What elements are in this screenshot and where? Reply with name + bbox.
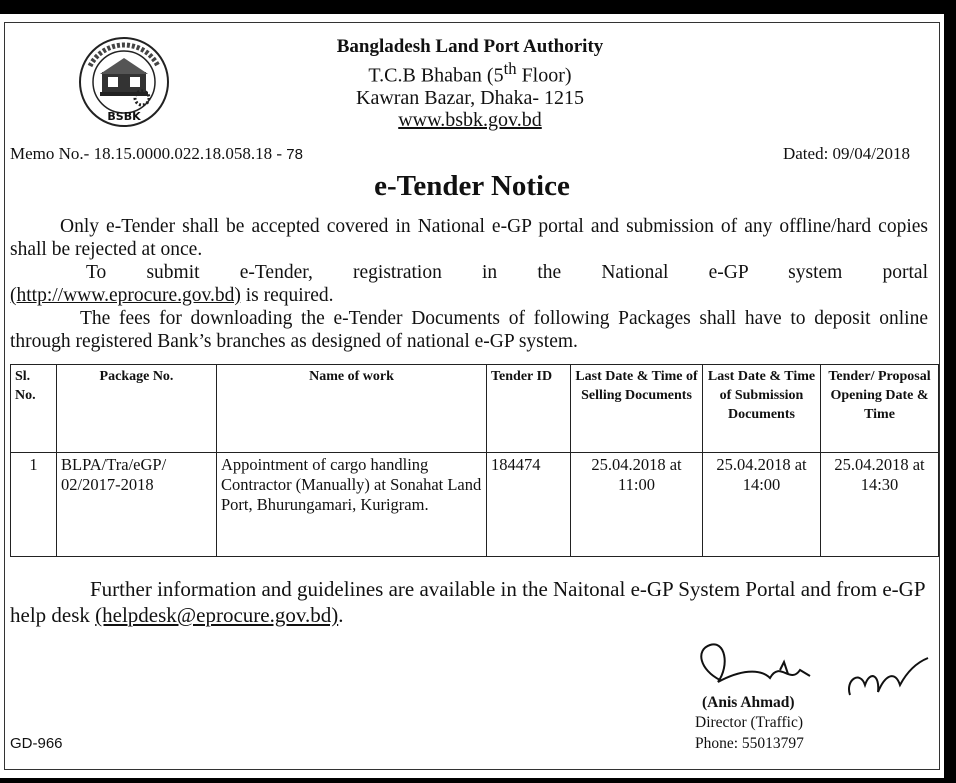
further-info: Further information and guidelines are available in the Naitonal e-GP System Portal and from e-GP help desk (helpdesk@eprocure.gov.bd).	[10, 577, 925, 627]
top-border	[0, 0, 956, 14]
svg-text:BSBK: BSBK	[107, 110, 141, 123]
address-line-1: T.C.B Bhaban (5th Floor)	[368, 59, 572, 87]
helpdesk-email-link[interactable]: (helpdesk@eprocure.gov.bd)	[95, 603, 339, 627]
signatory-phone: Phone: 55013797	[695, 735, 804, 752]
footer-code: GD-966	[10, 735, 63, 752]
notice-title: e-Tender Notice	[374, 170, 570, 202]
cell-work: Appointment of cargo handling Contractor (Manually) at Sonahat Land Port, Bhurungamari, Kurigram.	[217, 453, 487, 557]
eprocure-link[interactable]: (http://www.eprocure.gov.bd)	[10, 285, 241, 306]
paragraph-2: To submit e-Tender, registration in the National e-GP system portal	[86, 262, 928, 283]
col-opening-date: Tender/ Proposal Opening Date & Time	[821, 365, 939, 453]
cell-package: BLPA/Tra/eGP/ 02/2017-2018	[57, 453, 217, 557]
organization-name: Bangladesh Land Port Authority	[336, 36, 604, 57]
letterhead	[250, 36, 690, 131]
bsbk-logo-icon	[78, 36, 170, 128]
cell-opening: 25.04.2018 at 14:30	[821, 453, 939, 557]
col-submission-deadline: Last Date & Time of Submission Documents	[703, 365, 821, 453]
package-table	[10, 364, 939, 557]
paragraph-1: Only e-Tender shall be accepted covered in National e-GP portal and submission of any offline/hard copies shall be rejected at once.	[10, 216, 928, 260]
date: Dated: 09/04/2018	[782, 144, 910, 163]
col-package-no: Package No.	[57, 365, 217, 453]
cell-sl: 1	[11, 453, 57, 557]
table-row	[11, 453, 939, 557]
cell-selling: 25.04.2018 at 11:00	[571, 453, 703, 557]
bottom-border	[0, 778, 944, 783]
signatory-name: (Anis Ahmad)	[702, 694, 795, 711]
cell-tender-id: 184474	[487, 453, 571, 557]
memo-number: Memo No.- 18.15.0000.022.18.058.18 - 78	[10, 144, 303, 163]
paragraph-2-link-line: (http://www.eprocure.gov.bd) is required.	[10, 285, 334, 306]
address-line-2: Kawran Bazar, Dhaka- 1215	[356, 86, 584, 109]
cell-submission: 25.04.2018 at 14:00	[703, 453, 821, 557]
col-name-of-work: Name of work	[217, 365, 487, 453]
website-link[interactable]: www.bsbk.gov.bd	[398, 108, 542, 131]
right-border	[944, 0, 956, 783]
table-header-row	[11, 365, 939, 453]
col-tender-id: Tender ID	[487, 365, 571, 453]
col-selling-deadline: Last Date & Time of Selling Documents	[571, 365, 703, 453]
paragraph-3: The fees for downloading the e-Tender Documents of following Packages shall have to deposit online through registered Bank’s branches as designed of national e-GP system.	[10, 308, 928, 352]
signatory-designation: Director (Traffic)	[695, 714, 804, 731]
col-sl-no: Sl. No.	[11, 365, 57, 453]
